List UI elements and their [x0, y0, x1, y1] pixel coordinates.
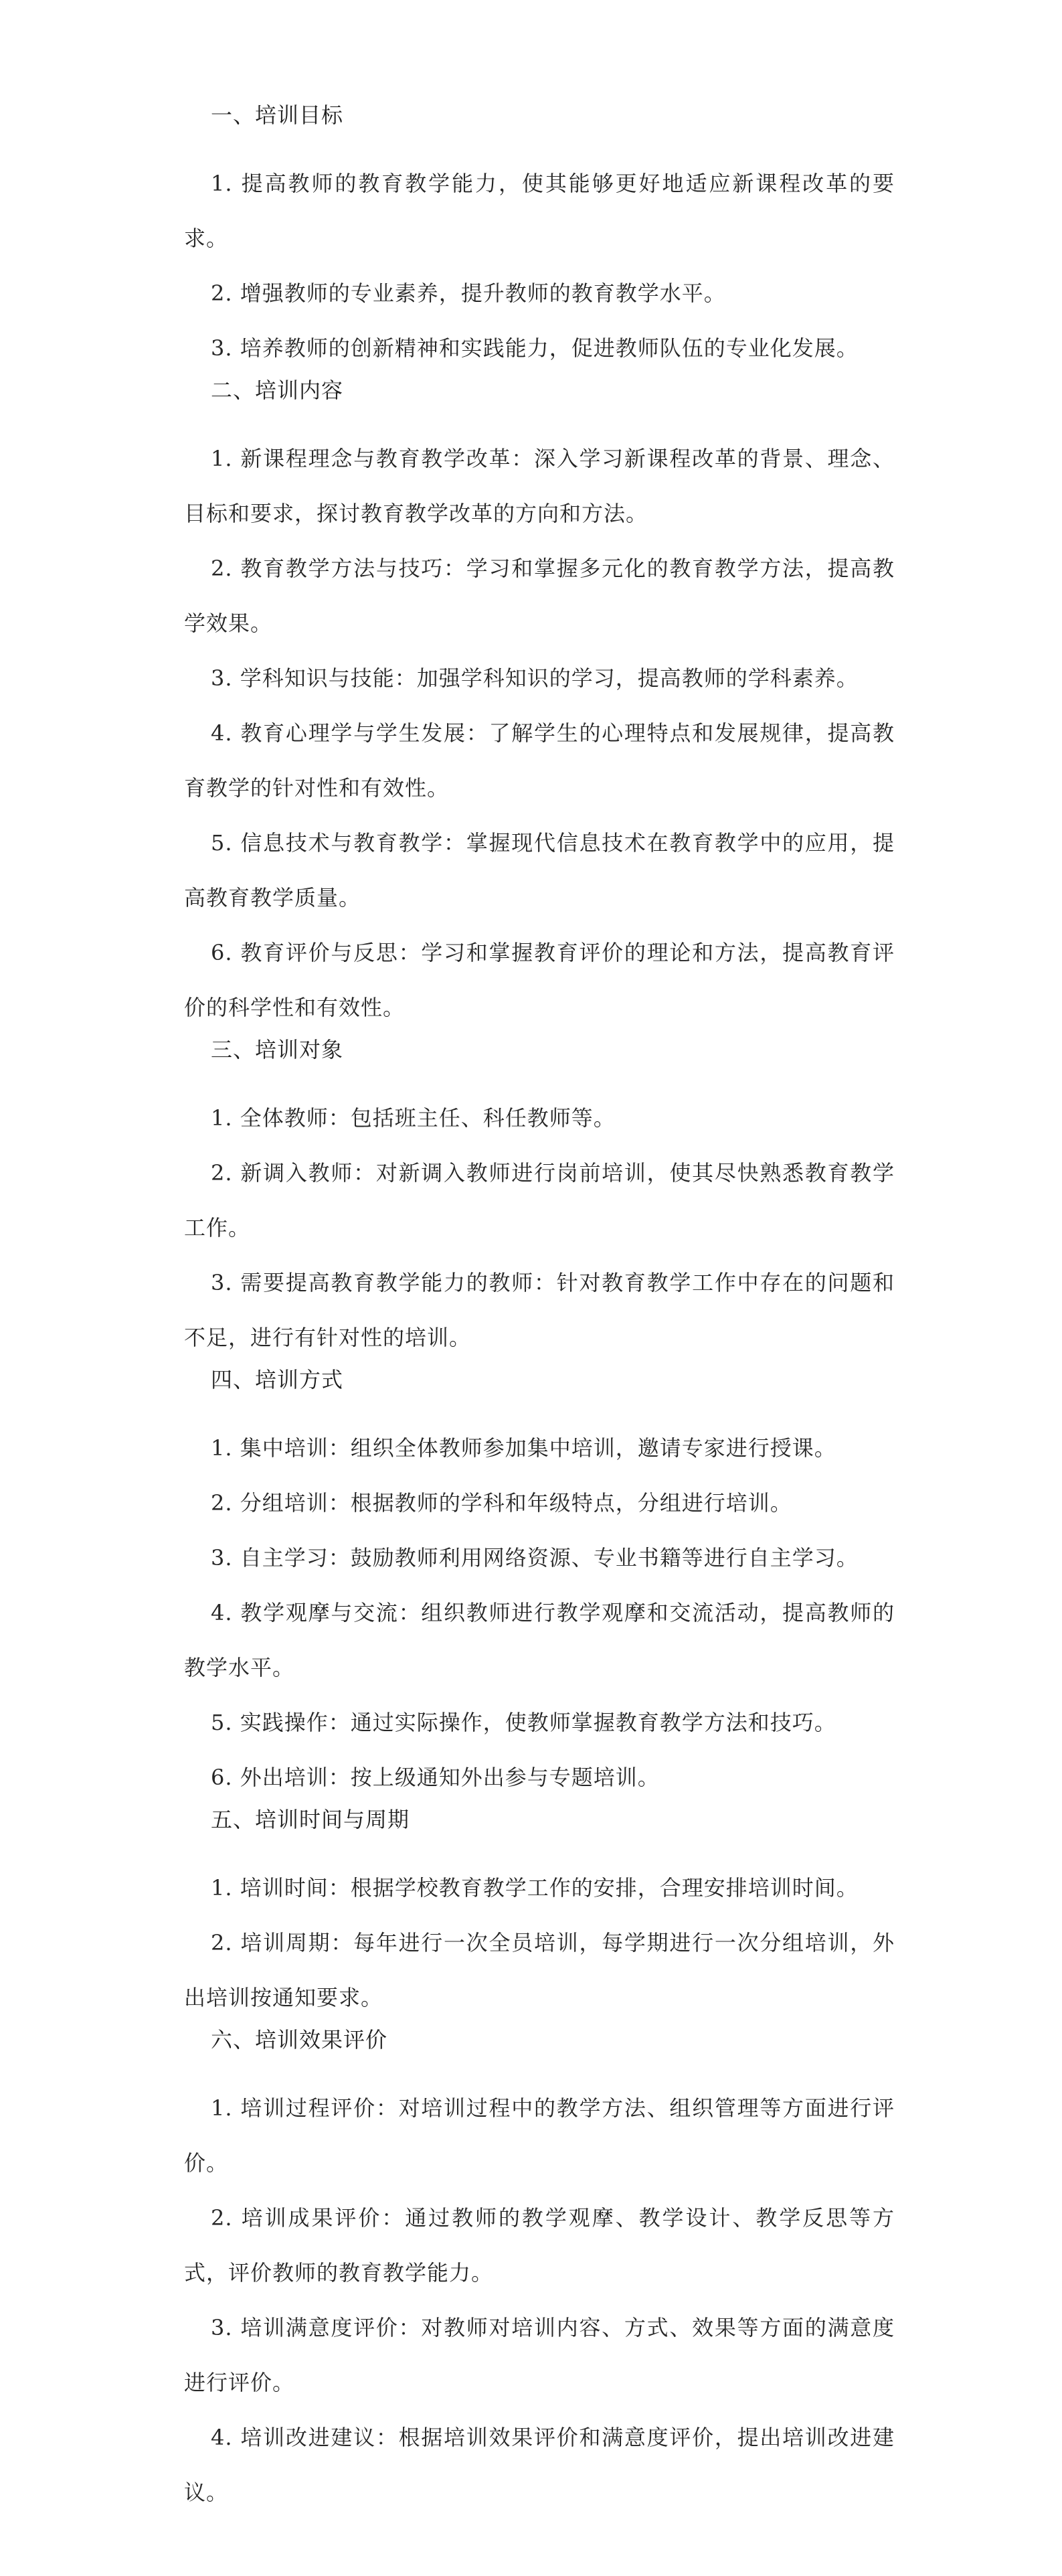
paragraph: 3. 需要提高教育教学能力的教师：针对教育教学工作中存在的问题和不足，进行有针对性的培训。: [184, 1270, 895, 1350]
section-training-content: [184, 376, 895, 1035]
section-heading: 六、培训效果评价: [211, 2027, 388, 2052]
paragraph: 2. 分组培训：根据教师的学科和年级特点，分组进行培训。: [211, 1490, 792, 1516]
section-heading: 三、培训对象: [211, 1037, 344, 1062]
paragraph: 2. 新调入教师：对新调入教师进行岗前培训，使其尽快熟悉教育教学工作。: [184, 1160, 895, 1240]
paragraph: 3. 培训满意度评价：对教师对培训内容、方式、效果等方面的满意度进行评价。: [184, 2315, 895, 2395]
paragraph: 5. 信息技术与教育教学：掌握现代信息技术在教育教学中的应用，提高教育教学质量。: [184, 830, 895, 910]
paragraph: 3. 培养教师的创新精神和实践能力，促进教师队伍的专业化发展。: [211, 335, 859, 361]
section-heading: 一、培训目标: [211, 102, 344, 128]
paragraph: 3. 自主学习：鼓励教师利用网络资源、专业书籍等进行自主学习。: [211, 1545, 859, 1571]
paragraph: 6. 教育评价与反思：学习和掌握教育评价的理论和方法，提高教育评价的科学性和有效性。: [184, 940, 895, 1020]
paragraph: 4. 教育心理学与学生发展：了解学生的心理特点和发展规律，提高教育教学的针对性和有效性。: [184, 720, 895, 801]
paragraph: 2. 培训周期：每年进行一次全员培训，每学期进行一次分组培训，外出培训按通知要求。: [184, 1930, 895, 2010]
paragraph: 2. 教育教学方法与技巧：学习和掌握多元化的教育教学方法，提高教学效果。: [184, 556, 895, 636]
paragraph: 2. 培训成果评价：通过教师的教学观摩、教学设计、教学反思等方式，评价教师的教育教学能力。: [184, 2205, 895, 2285]
paragraph: 1. 提高教师的教育教学能力，使其能够更好地适应新课程改革的要求。: [184, 171, 895, 251]
section-training-evaluation: [184, 2025, 895, 2520]
section-training-goals: [184, 100, 895, 376]
paragraph: 1. 全体教师：包括班主任、科任教师等。: [211, 1105, 616, 1131]
paragraph: 3. 学科知识与技能：加强学科知识的学习，提高教师的学科素养。: [211, 665, 859, 691]
paragraph: 1. 培训过程评价：对培训过程中的教学方法、组织管理等方面进行评价。: [184, 2095, 895, 2176]
section-heading: 五、培训时间与周期: [211, 1807, 410, 1832]
paragraph: 6. 外出培训：按上级通知外出参与专题培训。: [211, 1765, 660, 1790]
section-training-schedule: [184, 1805, 895, 2025]
paragraph: 4. 培训改进建议：根据培训效果评价和满意度评价，提出培训改进建议。: [184, 2425, 895, 2505]
paragraph: 1. 培训时间：根据学校教育教学工作的安排，合理安排培训时间。: [211, 1875, 859, 1901]
paragraph: 2. 增强教师的专业素养，提升教师的教育教学水平。: [211, 280, 726, 306]
paragraph: 1. 集中培训：组织全体教师参加集中培训，邀请专家进行授课。: [211, 1435, 836, 1461]
section-heading: 四、培训方式: [211, 1367, 344, 1392]
section-heading: 二、培训内容: [211, 378, 344, 403]
section-training-methods: [184, 1365, 895, 1805]
paragraph: 1. 新课程理念与教育教学改革：深入学习新课程改革的背景、理念、目标和要求，探讨教育教学改革的方向和方法。: [184, 446, 895, 526]
section-training-targets: [184, 1035, 895, 1365]
paragraph: 5. 实践操作：通过实际操作，使教师掌握教育教学方法和技巧。: [211, 1710, 836, 1735]
paragraph: 4. 教学观摩与交流：组织教师进行教学观摩和交流活动，提高教师的教学水平。: [184, 1600, 895, 1680]
